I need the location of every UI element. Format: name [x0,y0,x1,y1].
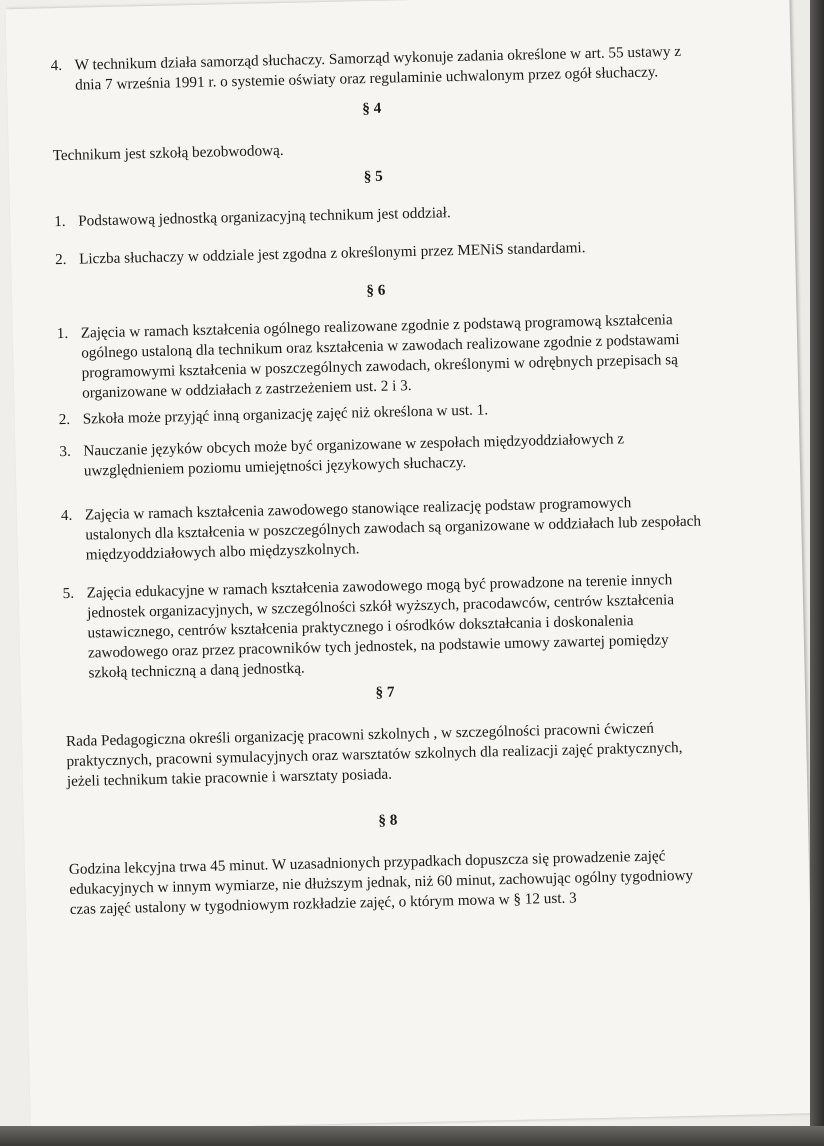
item-text: Zajęcia edukacyjne w ramach kształcenia zawodowego mogą być prowadzone na terenie innych jednostek organizacyjnych, w szczególności szkół wyższych, pracodawców, centrów kształcenia ustawicznego, centrów kształcenia praktycznego i ośrodków dokształcania i doskonalenia zawodowego oraz przez pracowników tych jednostek, na podstawie umowy zawartej pomiędzy szkołą techniczną a daną jednostką. [86,571,675,682]
item-number: 4. [60,506,73,525]
scan-right-edge [810,0,824,1146]
item-number: 3. [59,442,72,461]
item-number: 4. [50,56,63,75]
item-number: 5. [62,584,75,603]
section-heading-5: § 5 [363,167,383,186]
item-text: Zajęcia w ramach kształcenia zawodowego stanowiące realizację podstaw programowych ustalonych dla kształcenia w poszczególnych zawodach są organizowane w oddziałach lub zespołach międzyoddziałowych albo międzyszkolnych. [84,494,702,564]
section-heading-6: § 6 [366,281,386,300]
item-text: Zajęcia w ramach kształcenia ogólnego realizowane zgodnie z podstawą programową kształcenia ogólnego ustaloną dla technikum oraz kształcenia w zawodach realizowane zgodnie z podstawami programowymi kształcenia w poszczególnych zawodach, określonymi w odrębnych przepisach są organizowane w oddziałach z zastrzeżeniem ust. 2 i 3. [80,311,680,402]
section-heading-8: § 8 [378,811,398,829]
item-text: Nauczanie języków obcych może być organizowane w zespołach międzyoddziałowych z uwzględnieniem poziomu umiejętności językowych słuchaczy. [83,430,625,480]
item-text: Liczba słuchaczy w oddziale jest zgodna z określonymi przez MENiS standardami. [78,239,586,268]
section-7-text: Rada Pedagogiczna określi organizację pracowni szkolnych , w szczególności pracowni ćwiczeń praktycznych, pracowni symulacyjnych oraz warsztatów szkolnych dla realizacji zajęć praktycznych, jeżeli technikum takie pracownie i warsztaty posiada. [65,719,683,791]
section-6-item-4 [61,492,702,567]
section-heading-4: § 4 [362,99,382,118]
section-8-text: Godzina lekcyjna trwa 45 minut. W uzasadnionych przypadkach dopuszcza się prowadzenie zajęć edukacyjnych w innym wymiarze, nie dłuższym jednak, niż 60 minut, zachowując ogólny tygodniowy czas zajęć ustalony w tygodniowym rozkładzie zajęć, o którym mowa w § 12 ust. 3 [68,847,694,918]
document-content [50,42,709,920]
section-5-item-1 [54,198,694,233]
section-5-item-2 [55,236,695,271]
document-page [5,0,814,1131]
item-text: W technikum działa samorząd słuchaczy. Samorząd wykonuje zadania określone w art. 55 ustawy z dnia 7 września 1991 r. o systemie oświaty oraz regulaminie uchwalonym przez ogół słuchaczy. [74,42,682,94]
section-6-item-3 [59,428,700,483]
item-number: 2. [58,410,71,429]
section-4-text: Technikum jest szkołą bezobwodową. [52,141,284,165]
section-heading-7: § 7 [375,683,395,701]
item-text: Szkoła może przyjąć inną organizację zajęć niż określona w ust. 1. [82,401,489,428]
item-number: 1. [56,324,69,343]
paragraph-item-4 [50,42,691,97]
item-number: 1. [54,212,66,231]
section-6-item-1 [57,310,699,404]
item-number: 2. [54,250,67,269]
scan-bottom-edge [0,1126,824,1146]
item-text: Podstawową jednostką organizacyjną technikum jest oddział. [78,204,451,230]
section-6-item-5 [62,570,704,684]
